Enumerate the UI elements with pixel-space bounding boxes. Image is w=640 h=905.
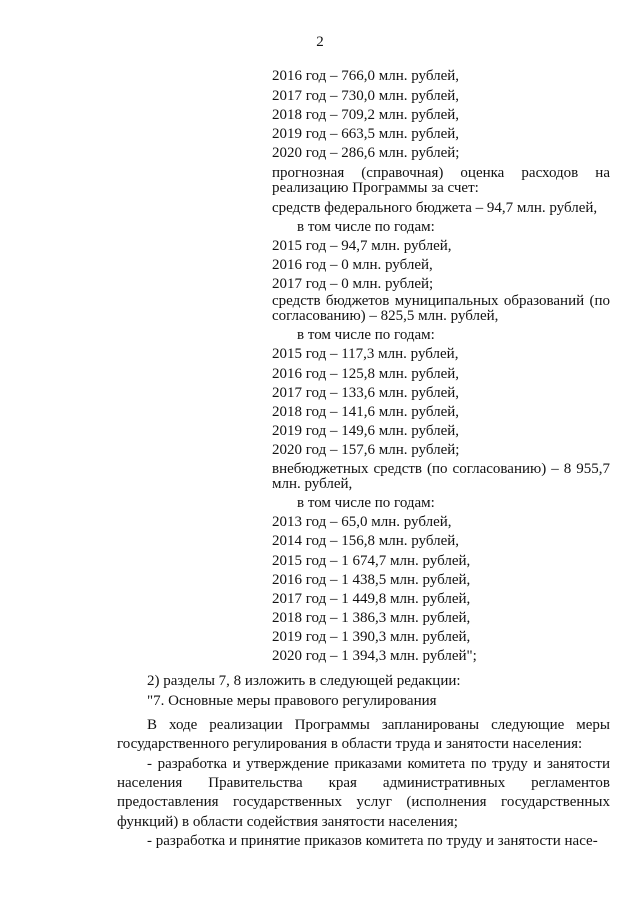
paragraph-regulations-development: - разработка и утверждение приказами комитета по труду и занятости населения Правительства края административных регламентов предоставления государственных услуг (исполнения государственных функций) в области содействия занятости населения; — [117, 756, 610, 830]
extrabudgetary-line-2016: 2016 год – 1 438,5 млн. рублей, — [272, 572, 471, 588]
funding-line-2020: 2020 год – 286,6 млн. рублей; — [272, 145, 460, 161]
extrabudgetary-line-2020: 2020 год – 1 394,3 млн. рублей"; — [272, 648, 477, 664]
federal-line-2015: 2015 год – 94,7 млн. рублей, — [272, 238, 452, 254]
paragraph-regulation-intro: В ходе реализации Программы запланированы следующие меры государственного регулирования в области труда и занятости населения: — [117, 717, 610, 753]
by-years-label-municipal: в том числе по годам: — [297, 327, 435, 343]
funding-line-2019: 2019 год – 663,5 млн. рублей, — [272, 126, 460, 142]
extrabudgetary-line-2018: 2018 год – 1 386,3 млн. рублей, — [272, 610, 471, 626]
federal-line-2016: 2016 год – 0 млн. рублей, — [272, 257, 433, 273]
funding-line-2018: 2018 год – 709,2 млн. рублей, — [272, 107, 460, 123]
extrabudgetary-line-2014: 2014 год – 156,8 млн. рублей, — [272, 533, 460, 549]
extrabudgetary-line-2015: 2015 год – 1 674,7 млн. рублей, — [272, 553, 471, 569]
item-2-instruction: 2) разделы 7, 8 изложить в следующей редакции: — [147, 673, 461, 689]
municipal-line-2020: 2020 год – 157,6 млн. рублей; — [272, 442, 460, 458]
forecast-text: прогнозная (справочная) оценка расходов на реализацию Программы за счет: — [272, 165, 610, 196]
municipal-line-2017: 2017 год – 133,6 млн. рублей, — [272, 385, 460, 401]
page-number: 2 — [316, 34, 324, 50]
municipal-line-2018: 2018 год – 141,6 млн. рублей, — [272, 404, 460, 420]
federal-budget-line: средств федерального бюджета – 94,7 млн. рублей, — [272, 200, 598, 216]
extrabudgetary-line-2013: 2013 год – 65,0 млн. рублей, — [272, 514, 452, 530]
funding-line-2016: 2016 год – 766,0 млн. рублей, — [272, 68, 460, 84]
paragraph-orders-development: - разработка и принятие приказов комитета по труду и занятости насе- — [147, 833, 598, 849]
funding-line-2017: 2017 год – 730,0 млн. рублей, — [272, 88, 460, 104]
by-years-label-federal: в том числе по годам: — [297, 219, 435, 235]
municipal-line-2015: 2015 год – 117,3 млн. рублей, — [272, 346, 459, 362]
municipal-line-2016: 2016 год – 125,8 млн. рублей, — [272, 366, 460, 382]
section-7-title: "7. Основные меры правового регулирования — [147, 693, 437, 709]
extrabudgetary-line-2017: 2017 год – 1 449,8 млн. рублей, — [272, 591, 471, 607]
federal-line-2017: 2017 год – 0 млн. рублей; — [272, 276, 434, 292]
extrabudgetary-text: внебюджетных средств (по согласованию) – 8 955,7 млн. рублей, — [272, 461, 610, 492]
municipal-line-2019: 2019 год – 149,6 млн. рублей, — [272, 423, 460, 439]
municipal-budget-text: средств бюджетов муниципальных образований (по согласованию) – 825,5 млн. рублей, — [272, 293, 610, 324]
extrabudgetary-line-2019: 2019 год – 1 390,3 млн. рублей, — [272, 629, 471, 645]
by-years-label-extrabudgetary: в том числе по годам: — [297, 495, 435, 511]
